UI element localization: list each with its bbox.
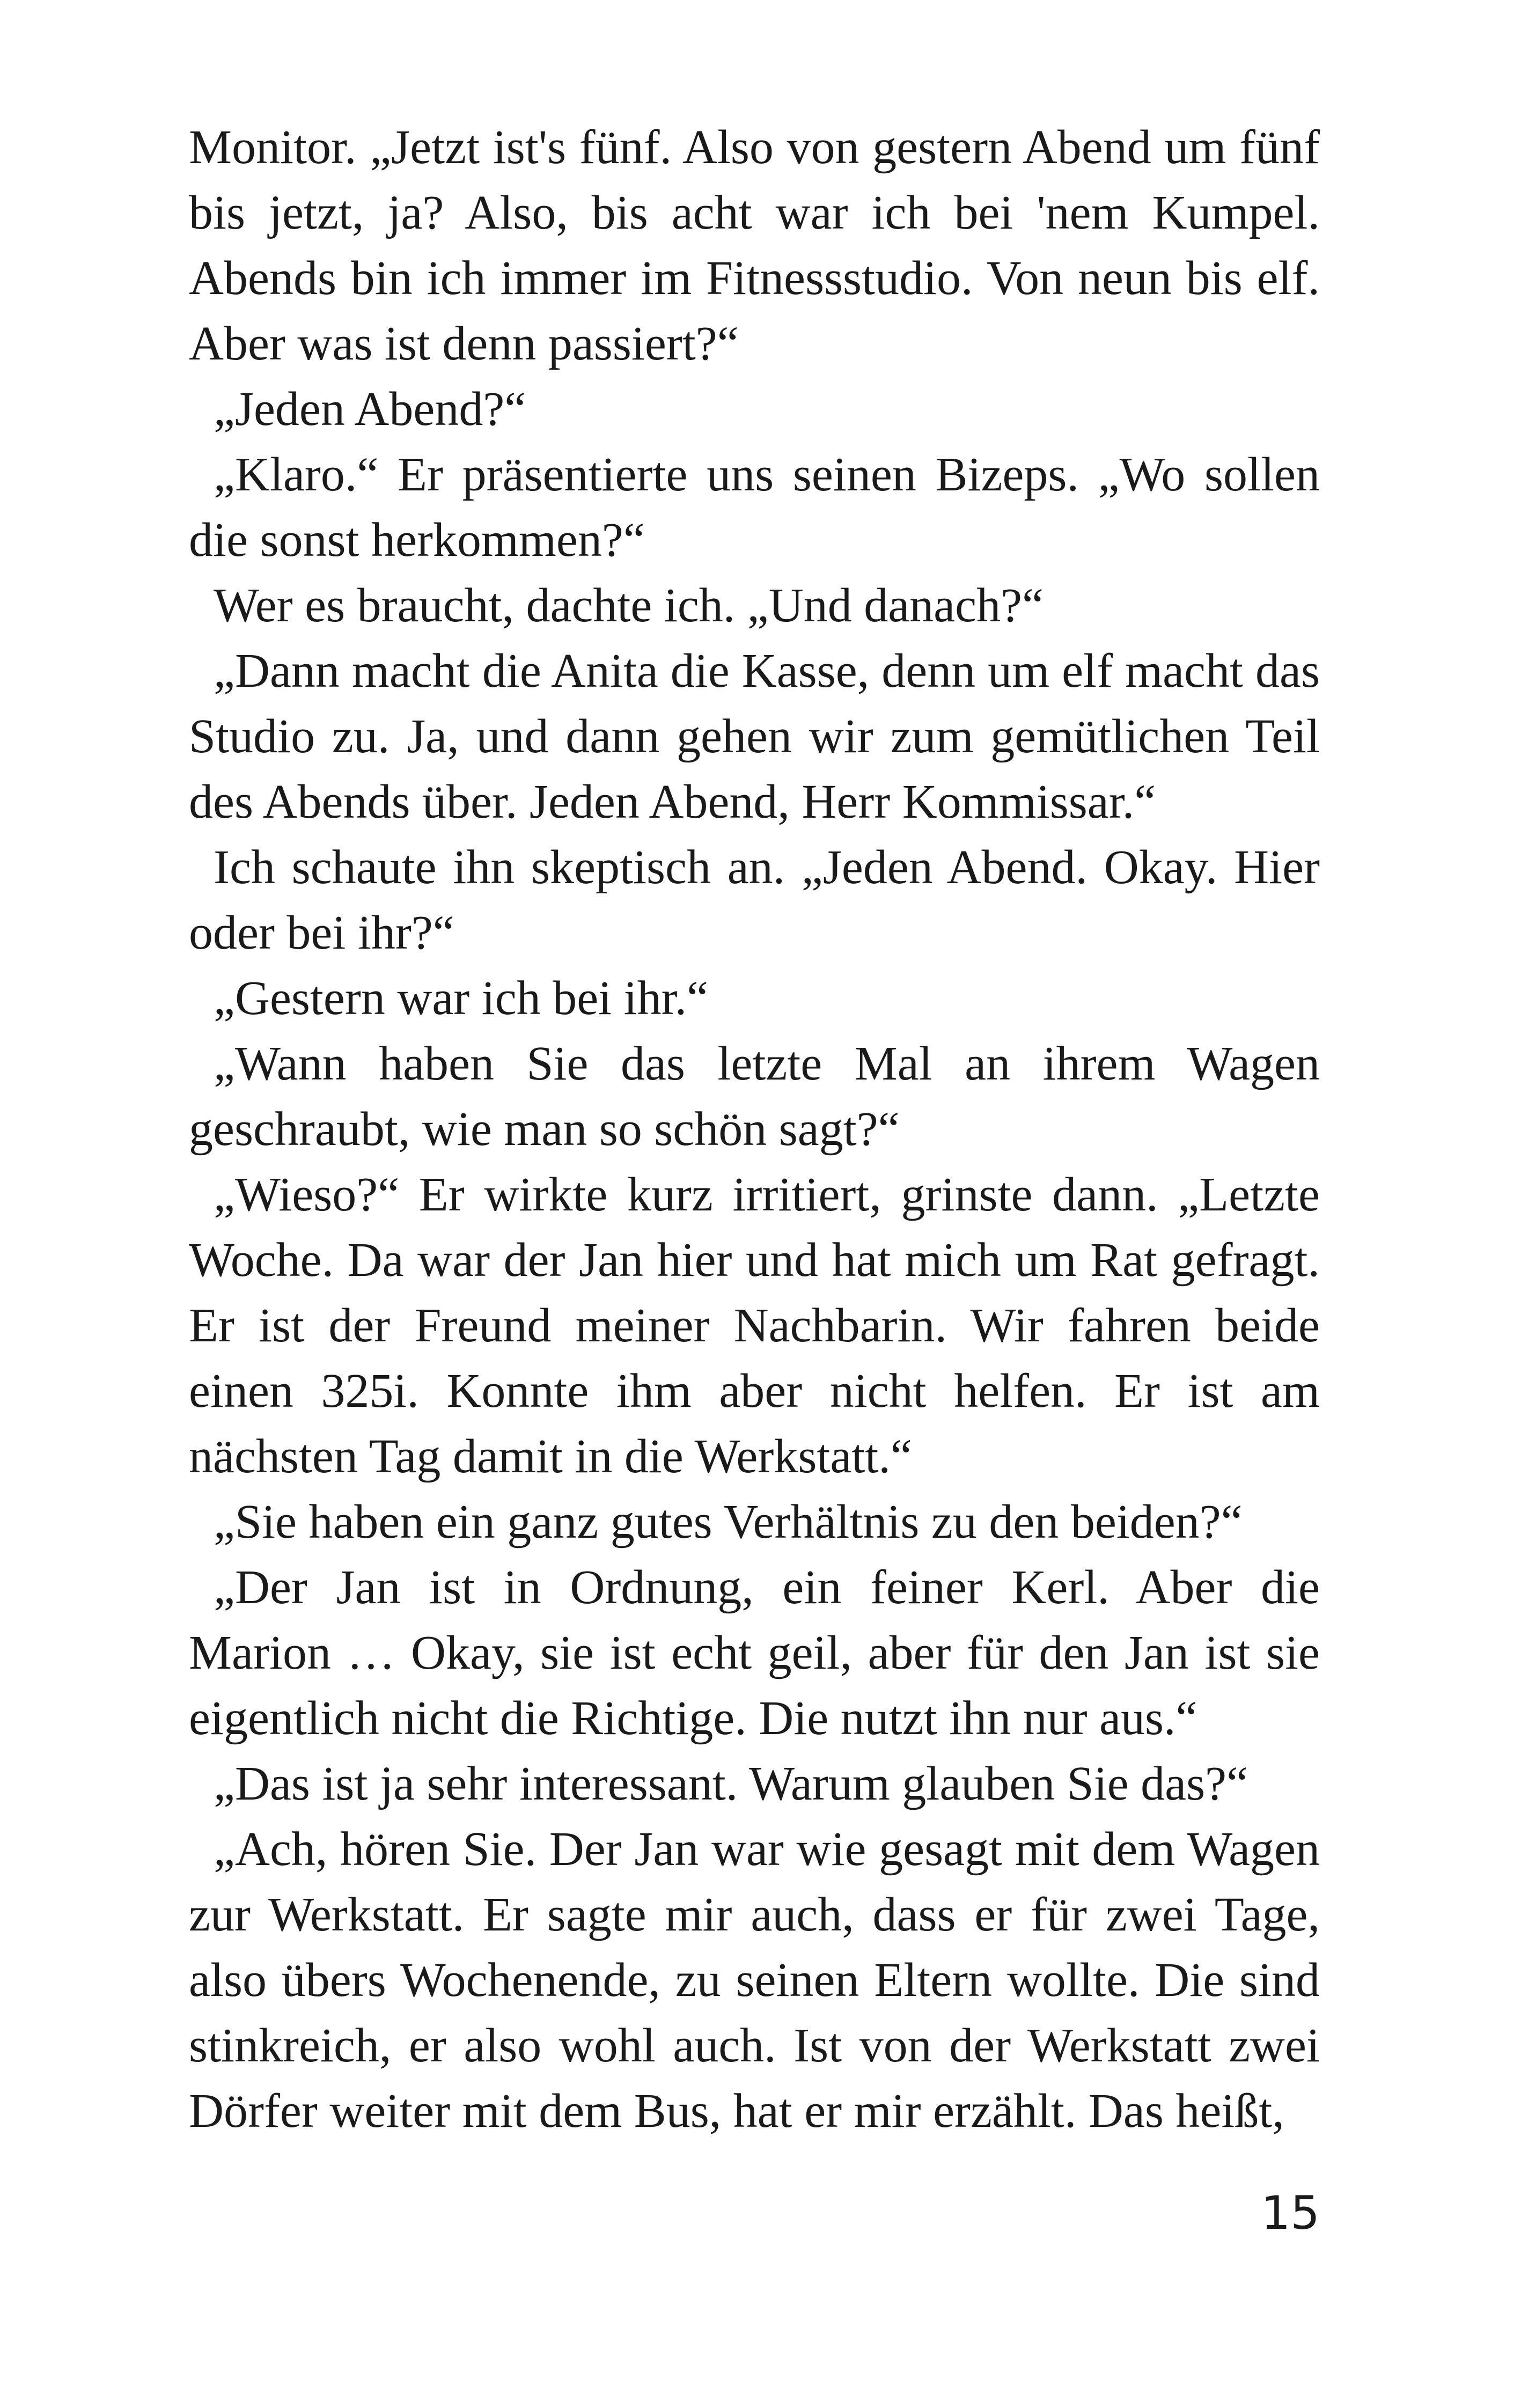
paragraph: „Das ist ja sehr interessant. Warum glauben Sie das?“ <box>214 1757 1248 1810</box>
paragraph: „Klaro.“ Er präsentierte uns seinen Bizeps. „Wo sollen die sonst herkommen?“ <box>189 448 1320 567</box>
paragraph: „Jeden Abend?“ <box>214 383 526 436</box>
paragraph: „Der Jan ist in Ordnung, ein feiner Kerl. Aber die Marion … Okay, sie ist echt geil, aber für den Jan ist sie eigentlich nicht die Richtige. Die nutzt ihn nur aus.“ <box>189 1561 1320 1745</box>
paragraph: „Wieso?“ Er wirkte kurz irritiert, grinste dann. „Letzte Woche. Da war der Jan hier und hat mich um Rat gefragt. Er ist der Freund meiner Nachbarin. Wir fahren beide einen 325i. Konnte ihm aber nicht helfen. Er ist am nächsten Tag damit in die Werkstatt.“ <box>189 1168 1320 1483</box>
paragraph: „Gestern war ich bei ihr.“ <box>214 972 709 1025</box>
page-number: 15 <box>1261 2186 1320 2240</box>
paragraph: „Wann haben Sie das letzte Mal an ihrem Wagen geschraubt, wie man so schön sagt?“ <box>189 1037 1320 1156</box>
paragraph: „Sie haben ein ganz gutes Verhältnis zu den beiden?“ <box>214 1495 1243 1548</box>
paragraph: „Ach, hören Sie. Der Jan war wie gesagt mit dem Wagen zur Werkstatt. Er sagte mir auch, dass er für zwei Tage, also übers Wochenende, zu seinen Eltern wollte. Die sind stinkreich, er also wohl auch. Ist von der Werkstatt zwei Dörfer weiter mit dem Bus, hat er mir erzählt. Das heißt, <box>189 1823 1320 2138</box>
paragraph: Wer es braucht, dachte ich. „Und danach?“ <box>214 579 1044 632</box>
paragraph: Monitor. „Jetzt ist's fünf. Also von gestern Abend um fünf bis jetzt, ja? Also, bis acht war ich bei 'nem Kumpel. Abends bin ich immer im Fitnessstudio. Von neun bis elf. Aber was ist denn passiert?“ <box>189 121 1320 370</box>
body-text <box>189 115 1320 2144</box>
paragraph: Ich schaute ihn skeptisch an. „Jeden Abend. Okay. Hier oder bei ihr?“ <box>189 841 1320 959</box>
paragraph: „Dann macht die Anita die Kasse, denn um elf macht das Studio zu. Ja, und dann gehen wir zum gemütlichen Teil des Abends über. Jeden Abend, Herr Kommissar.“ <box>189 644 1320 828</box>
